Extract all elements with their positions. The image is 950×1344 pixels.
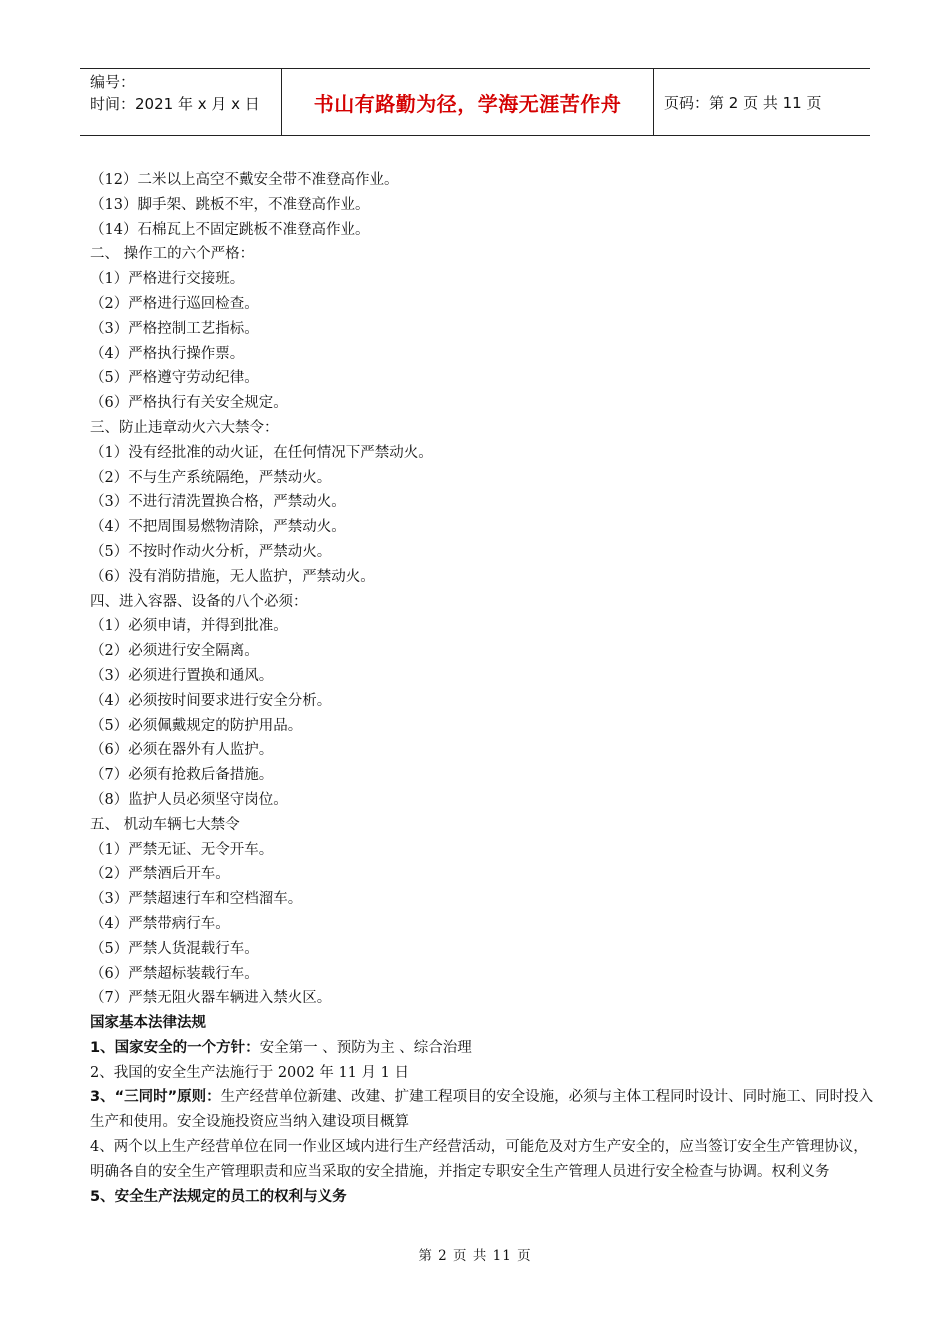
- law-section-heading: 国家基本法律法规: [90, 1015, 206, 1032]
- body-line: （5）严格遵守劳动纪律。: [90, 370, 259, 387]
- law-item-1-text: 安全第一 、预防为主 、综合治理: [259, 1039, 472, 1056]
- document-body: [90, 168, 875, 1209]
- law-item-5: 5、安全生产法规定的员工的权利与义务: [90, 1188, 347, 1205]
- body-line: （6）没有消防措施，无人监护，严禁动火。: [90, 568, 375, 585]
- body-line: （6）严格执行有关安全规定。: [90, 395, 288, 412]
- body-line: （7）必须有抢救后备措施。: [90, 767, 274, 784]
- body-line: （2）严格进行巡回检查。: [90, 295, 259, 312]
- body-line: （8）监护人员必须坚守岗位。: [90, 791, 288, 808]
- body-line: （13）脚手架、跳板不牢，不准登高作业。: [90, 196, 370, 213]
- header-page-cell: [654, 69, 870, 135]
- body-line: （6）严禁超标装载行车。: [90, 965, 259, 982]
- law-item-1: [90, 1036, 875, 1061]
- body-line: （5）严禁人货混载行车。: [90, 940, 259, 957]
- header-motto-cell: [282, 69, 654, 135]
- body-line: （1）没有经批准的动火证，在任何情况下严禁动火。: [90, 444, 433, 461]
- law-item-4: 4、两个以上生产经营单位在同一作业区域内进行生产经营活动，可能危及对方生产安全的，应当签订安全生产管理协议，明确各自的安全生产管理职责和应当采取的安全措施，并指定专职安全生产管理人员进行安全检查与协调。权利义务: [90, 1139, 868, 1180]
- body-line: （3）不进行清洗置换合格，严禁动火。: [90, 494, 346, 511]
- body-line: （3）严格控制工艺指标。: [90, 320, 259, 337]
- section-heading: 二、 操作工的六个严格：: [90, 246, 255, 263]
- law-item-3-text: 生产经营单位新建、改建、扩建工程项目的安全设施，必须与主体工程同时设计、同时施工、同时投入生产和使用。安全设施投资应当纳入建设项目概算: [90, 1089, 874, 1131]
- body-line: （7）严禁无阻火器车辆进入禁火区。: [90, 990, 332, 1007]
- body-line: （12）二米以上高空不戴安全带不准登高作业。: [90, 172, 399, 188]
- document-date: 时间：2021 年 x 月 x 日: [90, 95, 260, 113]
- section-heading: 三、防止违章动火六大禁令：: [90, 419, 279, 436]
- body-line: （6）必须在器外有人监护。: [90, 742, 274, 759]
- page-footer: 第 2 页 共 11 页: [418, 1248, 532, 1264]
- body-line: （14）石棉瓦上不固定跳板不准登高作业。: [90, 221, 370, 238]
- body-line: （3）必须进行置换和通风。: [90, 667, 274, 684]
- body-line: （3）严禁超速行车和空档溜车。: [90, 891, 303, 908]
- law-item-3-label: 3、“三同时”原则：: [90, 1089, 221, 1106]
- section-heading: 五、 机动车辆七大禁令: [90, 816, 240, 833]
- law-item-1-label: 1、国家安全的一个方针：: [90, 1039, 260, 1056]
- body-line: （5）必须佩戴规定的防护用品。: [90, 717, 303, 734]
- body-line: （2）严禁酒后开车。: [90, 866, 230, 883]
- document-header: [80, 68, 870, 136]
- body-line: （4）严格执行操作票。: [90, 345, 245, 362]
- body-line: （2）不与生产系统隔绝，严禁动火。: [90, 469, 332, 486]
- law-item-3: [90, 1085, 875, 1135]
- header-motto: 书山有路勤为径，学海无涯苦作舟: [313, 91, 622, 116]
- body-line: （4）严禁带病行车。: [90, 915, 230, 932]
- body-line: （1）严格进行交接班。: [90, 271, 245, 288]
- body-line: （1）必须申请，并得到批准。: [90, 618, 288, 635]
- body-line: （5）不按时作动火分析，严禁动火。: [90, 543, 332, 560]
- header-page-code: 页码：第 2 页 共 11 页: [664, 93, 822, 112]
- body-line: （4）必须按时间要求进行安全分析。: [90, 692, 332, 709]
- body-line: （1）严禁无证、无令开车。: [90, 841, 274, 858]
- section-heading: 四、进入容器、设备的八个必须：: [90, 593, 308, 610]
- header-meta-cell: [80, 69, 282, 135]
- body-line: （4）不把周围易燃物清除，严禁动火。: [90, 519, 346, 536]
- body-line: （2）必须进行安全隔离。: [90, 643, 259, 660]
- law-item-2: 2、我国的安全生产法施行于 2002 年 11 月 1 日: [90, 1064, 409, 1081]
- document-number-label: 编号：: [90, 73, 136, 91]
